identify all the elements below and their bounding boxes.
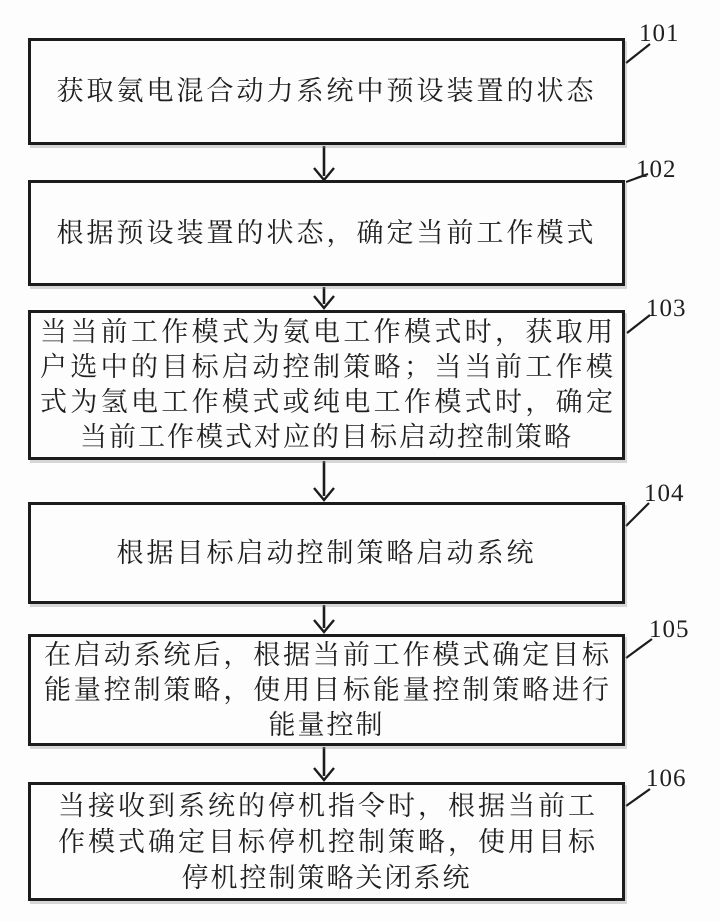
arrow-down-connector <box>314 287 334 308</box>
step-text-line: 式为氢电工作模式或纯电工作模式时，确定 <box>40 387 613 417</box>
flow-step-101 <box>28 38 625 145</box>
arrow-down-connector <box>314 605 334 632</box>
step-text: 获取氨电混合动力系统中预设装置的状态 <box>56 76 597 106</box>
ref-label-102: 102 <box>636 156 677 183</box>
flow-step-105 <box>28 634 625 746</box>
arrow-down-connector <box>314 146 334 180</box>
ref-label-101: 101 <box>639 20 680 47</box>
step-text-line: 停机控制策略关闭系统 <box>181 862 472 893</box>
step-text-line: 当当前工作模式为氨电工作模式时，获取用 <box>40 317 613 347</box>
arrow-down-connector <box>314 747 334 780</box>
step-text-line: 在启动系统后，根据当前工作模式确定目标 <box>44 639 609 670</box>
step-text-line: 户选中的目标启动控制策略；当当前工作模 <box>40 352 613 382</box>
step-text: 根据目标启动控制策略启动系统 <box>116 537 537 568</box>
step-text: 根据预设装置的状态，确定当前工作模式 <box>56 217 597 248</box>
ref-label-106: 106 <box>646 765 687 792</box>
flow-step-102 <box>28 180 625 286</box>
step-text-line: 作模式确定目标停机控制策略，使用目标 <box>58 826 595 857</box>
ref-label-105: 105 <box>649 616 690 643</box>
flow-step-104 <box>28 502 625 604</box>
flow-step-106 <box>28 782 625 901</box>
step-text-line: 能量控制策略，使用目标能量控制策略进行 <box>44 674 609 705</box>
flow-step-103 <box>28 310 625 460</box>
ref-label-103: 103 <box>646 295 687 322</box>
step-text-line: 当接收到系统的停机指令时，根据当前工 <box>58 790 595 821</box>
ref-label-104: 104 <box>644 480 685 507</box>
step-text-line: 能量控制 <box>268 709 385 740</box>
arrow-down-connector <box>314 461 334 500</box>
step-text-line: 当前工作模式对应的目标启动控制策略 <box>80 422 573 452</box>
